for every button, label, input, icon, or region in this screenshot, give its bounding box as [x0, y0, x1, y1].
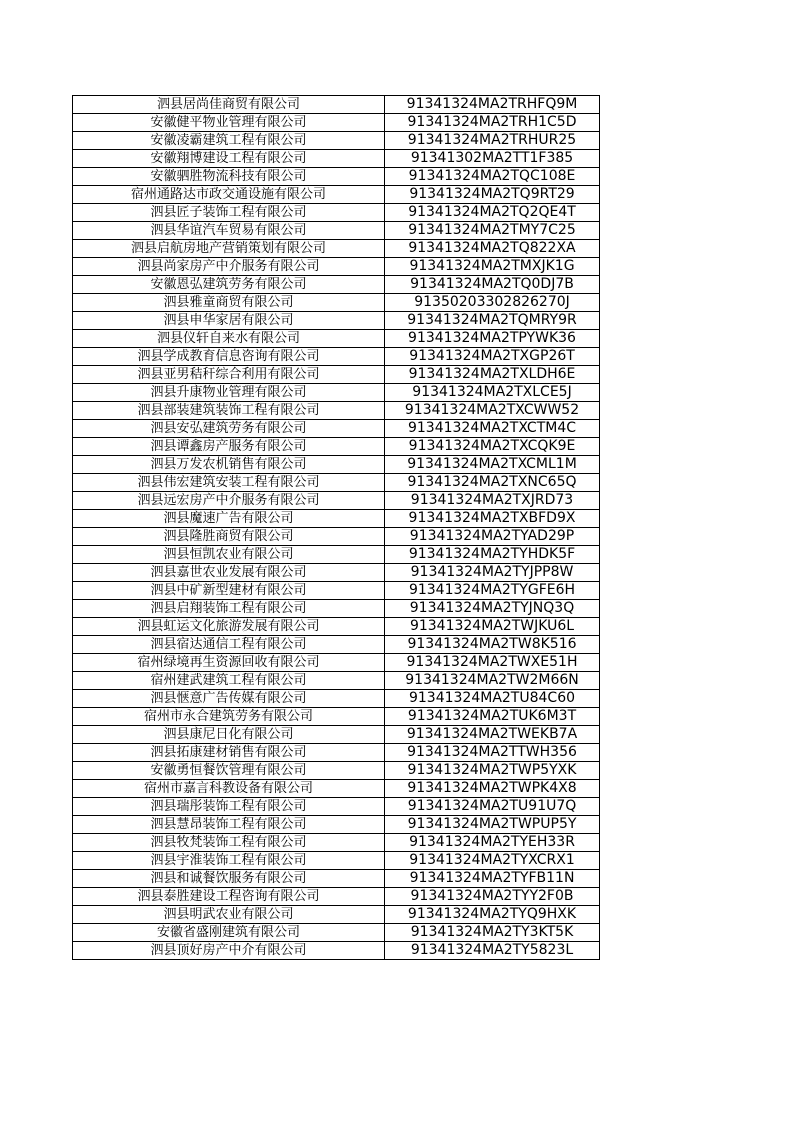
company-name-cell: 泗县康尼日化有限公司	[73, 726, 385, 744]
table-row	[73, 744, 600, 762]
credit-code-cell: 91341324MA2TU84C60	[385, 690, 600, 708]
credit-code-cell: 91341324MA2TWEKB7A	[385, 726, 600, 744]
company-name-cell: 泗县远宏房产中介服务有限公司	[73, 492, 385, 510]
company-name-cell: 宿州建武建筑工程有限公司	[73, 672, 385, 690]
table-row	[73, 150, 600, 168]
credit-code-cell: 91341324MA2TQC108E	[385, 168, 600, 186]
table-row	[73, 582, 600, 600]
table-row	[73, 798, 600, 816]
company-name-cell: 泗县雅童商贸有限公司	[73, 294, 385, 312]
credit-code-cell: 91341324MA2TYJPP8W	[385, 564, 600, 582]
table-row	[73, 402, 600, 420]
company-name-cell: 安徽翔博建设工程有限公司	[73, 150, 385, 168]
table-row	[73, 726, 600, 744]
credit-code-cell: 91341324MA2TRHFQ9M	[385, 96, 600, 114]
table-row	[73, 546, 600, 564]
company-name-cell: 泗县瑞彤装饰工程有限公司	[73, 798, 385, 816]
credit-code-cell: 91341324MA2TQ9RT29	[385, 186, 600, 204]
credit-code-cell: 91341324MA2TWJKU6L	[385, 618, 600, 636]
company-name-cell: 泗县慧昂装饰工程有限公司	[73, 816, 385, 834]
company-name-cell: 泗县伟宏建筑安装工程有限公司	[73, 474, 385, 492]
company-name-cell: 泗县隆胜商贸有限公司	[73, 528, 385, 546]
company-name-cell: 泗县泰胜建设工程咨询有限公司	[73, 888, 385, 906]
company-name-cell: 安徽勇恒餐饮管理有限公司	[73, 762, 385, 780]
table-body	[73, 96, 600, 960]
company-name-cell: 泗县启航房地产营销策划有限公司	[73, 240, 385, 258]
table-row	[73, 510, 600, 528]
table-row	[73, 330, 600, 348]
credit-code-cell: 91341324MA2TW8K516	[385, 636, 600, 654]
credit-code-cell: 91341324MA2TYJNQ3Q	[385, 600, 600, 618]
credit-code-cell: 91341324MA2TPYWK36	[385, 330, 600, 348]
table-row	[73, 276, 600, 294]
company-name-cell: 泗县顶好房产中介有限公司	[73, 942, 385, 960]
credit-code-cell: 91341324MA2TQ0DJ7B	[385, 276, 600, 294]
table-row	[73, 258, 600, 276]
table-row	[73, 132, 600, 150]
table-row	[73, 942, 600, 960]
table-row	[73, 528, 600, 546]
table-row	[73, 240, 600, 258]
credit-code-cell: 91341324MA2TRH1C5D	[385, 114, 600, 132]
credit-code-cell: 91341324MA2TXNC65Q	[385, 474, 600, 492]
table-row	[73, 348, 600, 366]
table-row	[73, 636, 600, 654]
credit-code-cell: 91341324MA2TUK6M3T	[385, 708, 600, 726]
company-name-cell: 泗县魔速广告有限公司	[73, 510, 385, 528]
company-name-cell: 宿州市永合建筑劳务有限公司	[73, 708, 385, 726]
company-name-cell: 泗县匠子装饰工程有限公司	[73, 204, 385, 222]
table-row	[73, 96, 600, 114]
credit-code-cell: 91341324MA2TYEH33R	[385, 834, 600, 852]
credit-code-cell: 91341324MA2TWPUP5Y	[385, 816, 600, 834]
table-row	[73, 888, 600, 906]
credit-code-cell: 91341324MA2TY5823L	[385, 942, 600, 960]
table-row	[73, 564, 600, 582]
company-name-cell: 宿州绿境再生资源回收有限公司	[73, 654, 385, 672]
credit-code-cell: 91341302MA2TT1F385	[385, 150, 600, 168]
company-name-cell: 泗县居尚佳商贸有限公司	[73, 96, 385, 114]
credit-code-cell: 91341324MA2TMXJK1G	[385, 258, 600, 276]
table-row	[73, 852, 600, 870]
table-row	[73, 222, 600, 240]
table-row	[73, 600, 600, 618]
credit-code-cell: 91341324MA2TXLDH6E	[385, 366, 600, 384]
credit-code-cell: 91341324MA2TQ2QE4T	[385, 204, 600, 222]
company-name-cell: 泗县华谊汽车贸易有限公司	[73, 222, 385, 240]
table-row	[73, 384, 600, 402]
table-row	[73, 816, 600, 834]
table-row	[73, 492, 600, 510]
company-name-cell: 泗县虹运文化旅游发展有限公司	[73, 618, 385, 636]
company-table	[72, 95, 600, 960]
company-name-cell: 泗县牧梵装饰工程有限公司	[73, 834, 385, 852]
company-name-cell: 宿州市嘉言科教设备有限公司	[73, 780, 385, 798]
credit-code-cell: 91341324MA2TXCTM4C	[385, 420, 600, 438]
credit-code-cell: 91341324MA2TU91U7Q	[385, 798, 600, 816]
credit-code-cell: 91341324MA2TWP5YXK	[385, 762, 600, 780]
table-row	[73, 474, 600, 492]
company-name-cell: 泗县尚家房产中介服务有限公司	[73, 258, 385, 276]
credit-code-cell: 91341324MA2TQMRY9R	[385, 312, 600, 330]
credit-code-cell: 91341324MA2TXCQK9E	[385, 438, 600, 456]
table-row	[73, 366, 600, 384]
table-row	[73, 456, 600, 474]
credit-code-cell: 91341324MA2TQ822XA	[385, 240, 600, 258]
table-row	[73, 780, 600, 798]
table-row	[73, 420, 600, 438]
table-row	[73, 294, 600, 312]
credit-code-cell: 91341324MA2TXGP26T	[385, 348, 600, 366]
credit-code-cell: 91341324MA2TW2M66N	[385, 672, 600, 690]
credit-code-cell: 91341324MA2TYGFE6H	[385, 582, 600, 600]
company-name-cell: 安徽健平物业管理有限公司	[73, 114, 385, 132]
table-row	[73, 708, 600, 726]
credit-code-cell: 91350203302826270J	[385, 294, 600, 312]
credit-code-cell: 91341324MA2TXBFD9X	[385, 510, 600, 528]
company-name-cell: 泗县启翔装饰工程有限公司	[73, 600, 385, 618]
company-name-cell: 泗县嘉世农业发展有限公司	[73, 564, 385, 582]
table-row	[73, 204, 600, 222]
company-name-cell: 泗县安弘建筑劳务有限公司	[73, 420, 385, 438]
credit-code-cell: 91341324MA2TYFB11N	[385, 870, 600, 888]
company-name-cell: 泗县谭鑫房产服务有限公司	[73, 438, 385, 456]
credit-code-cell: 91341324MA2TXCML1M	[385, 456, 600, 474]
credit-code-cell: 91341324MA2TYXCRX1	[385, 852, 600, 870]
company-name-cell: 安徽凌霸建筑工程有限公司	[73, 132, 385, 150]
company-name-cell: 泗县恒凯农业有限公司	[73, 546, 385, 564]
company-name-cell: 泗县升康物业管理有限公司	[73, 384, 385, 402]
table-row	[73, 870, 600, 888]
credit-code-cell: 91341324MA2TYAD29P	[385, 528, 600, 546]
table-row	[73, 906, 600, 924]
credit-code-cell: 91341324MA2TYHDK5F	[385, 546, 600, 564]
table-row	[73, 762, 600, 780]
credit-code-cell: 91341324MA2TXCWW52	[385, 402, 600, 420]
company-name-cell: 宿州通路达市政交通设施有限公司	[73, 186, 385, 204]
table-row	[73, 438, 600, 456]
table-row	[73, 924, 600, 942]
credit-code-cell: 91341324MA2TRHUR25	[385, 132, 600, 150]
company-name-cell: 泗县中矿新型建材有限公司	[73, 582, 385, 600]
credit-code-cell: 91341324MA2TYY2F0B	[385, 888, 600, 906]
table-row	[73, 672, 600, 690]
credit-code-cell: 91341324MA2TWPK4X8	[385, 780, 600, 798]
company-name-cell: 泗县拓康建材销售有限公司	[73, 744, 385, 762]
credit-code-cell: 91341324MA2TY3KT5K	[385, 924, 600, 942]
credit-code-cell: 91341324MA2TXLCE5J	[385, 384, 600, 402]
credit-code-cell: 91341324MA2TTWH356	[385, 744, 600, 762]
company-name-cell: 泗县宇淮装饰工程有限公司	[73, 852, 385, 870]
company-name-cell: 泗县和诚餐饮服务有限公司	[73, 870, 385, 888]
company-name-cell: 泗县亚男秸秆综合利用有限公司	[73, 366, 385, 384]
company-name-cell: 泗县万发农机销售有限公司	[73, 456, 385, 474]
company-name-cell: 泗县申华家居有限公司	[73, 312, 385, 330]
company-name-cell: 泗县宿达通信工程有限公司	[73, 636, 385, 654]
company-name-cell: 泗县部装建筑装饰工程有限公司	[73, 402, 385, 420]
table-row	[73, 618, 600, 636]
company-name-cell: 泗县明武农业有限公司	[73, 906, 385, 924]
company-name-cell: 泗县仪轩自来水有限公司	[73, 330, 385, 348]
company-name-cell: 泗县惬意广告传媒有限公司	[73, 690, 385, 708]
credit-code-cell: 91341324MA2TWXE51H	[385, 654, 600, 672]
table-row	[73, 834, 600, 852]
credit-code-cell: 91341324MA2TMY7C25	[385, 222, 600, 240]
company-name-cell: 安徽驷胜物流科技有限公司	[73, 168, 385, 186]
table-row	[73, 690, 600, 708]
table-row	[73, 168, 600, 186]
company-name-cell: 泗县学成教育信息咨询有限公司	[73, 348, 385, 366]
table-row	[73, 114, 600, 132]
company-name-cell: 安徽省盛刚建筑有限公司	[73, 924, 385, 942]
table-row	[73, 312, 600, 330]
credit-code-cell: 91341324MA2TXJRD73	[385, 492, 600, 510]
credit-code-cell: 91341324MA2TYQ9HXK	[385, 906, 600, 924]
table-row	[73, 654, 600, 672]
company-name-cell: 安徽恩弘建筑劳务有限公司	[73, 276, 385, 294]
table-row	[73, 186, 600, 204]
